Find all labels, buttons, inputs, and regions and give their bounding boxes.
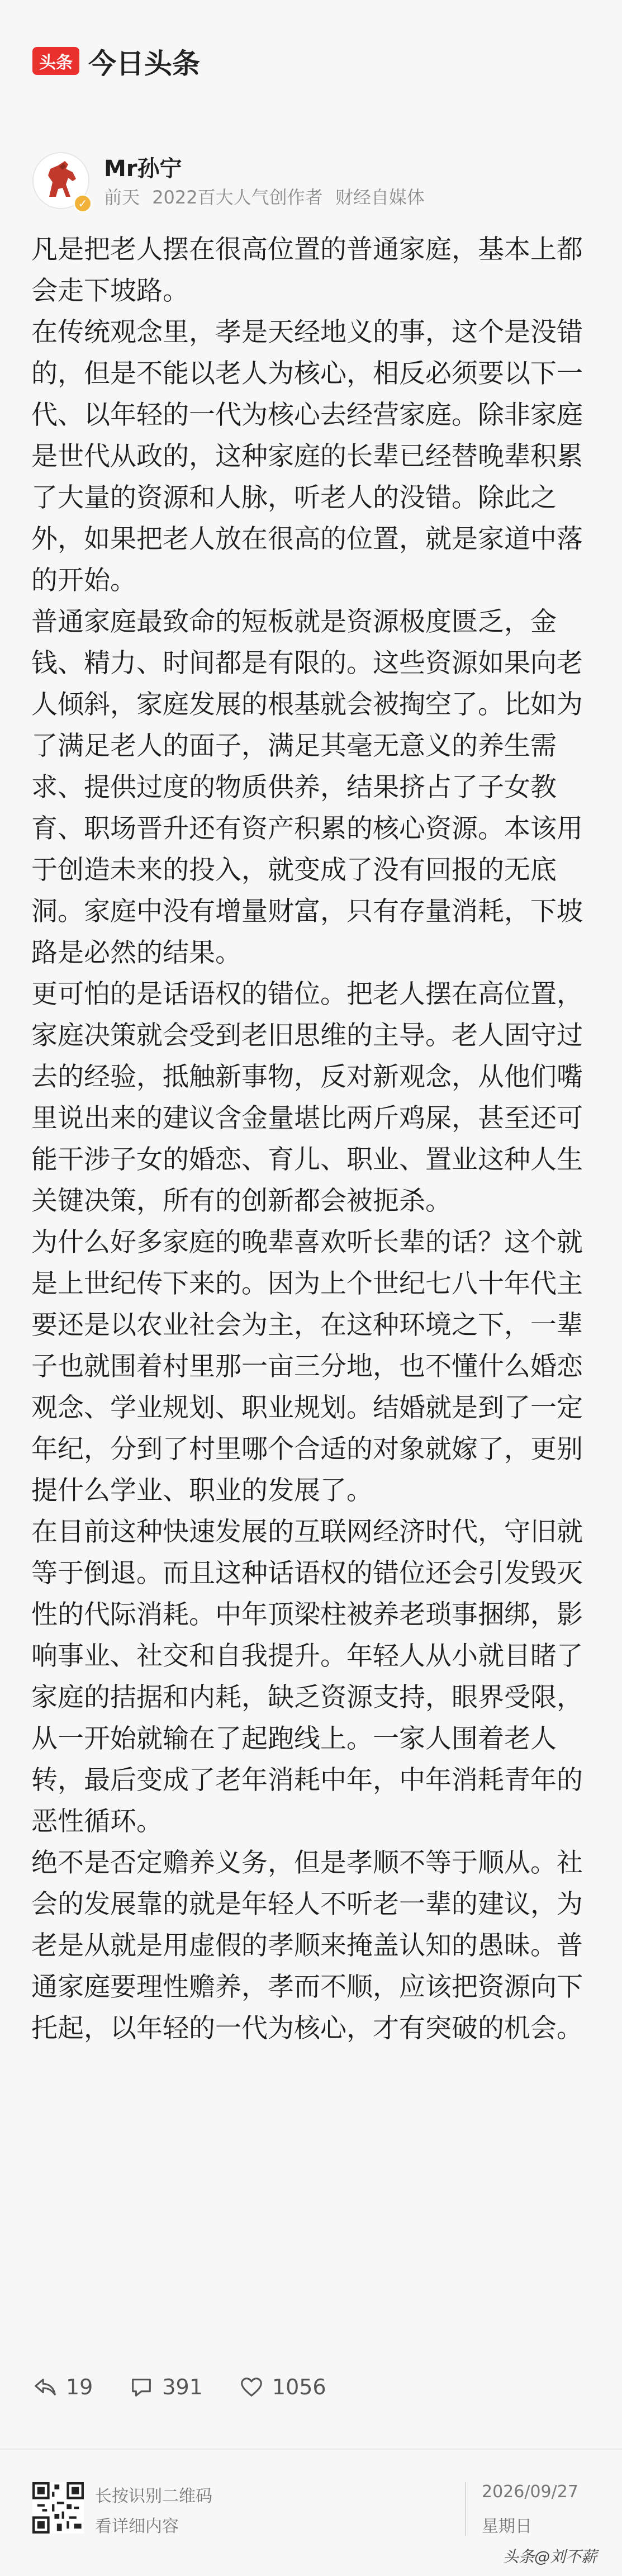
author-meta: [104, 183, 431, 209]
action-bar: [32, 2370, 591, 2404]
comment-button[interactable]: [129, 2374, 203, 2400]
verified-badge-icon: ✓: [74, 195, 92, 212]
toutiao-logo: 头条: [32, 47, 79, 75]
qr-code[interactable]: [32, 2482, 84, 2534]
article-paragraph: 在目前这种快速发展的互联网经济时代，守旧就等于倒退。而且这种话语权的错位还会引发毁灭性的代际消耗。中年顶梁柱被养老琐事捆绑，影响事业、社交和自我提升。年轻人从小就目睹了家庭的拮据和内耗，缺乏资源支持，眼界受限，从一开始就输在了起跑线上。一家人围着老人转，最后变成了老年消耗中年，中年消耗青年的恶性循环。: [31, 1517, 583, 1837]
comment-count: 391: [162, 2375, 203, 2399]
article-paragraph: 更可怕的是话语权的错位。把老人摆在高位置，家庭决策就会受到老旧思维的主导。老人固守过去的经验，抵触新事物，反对新观念，从他们嘴里说出来的建议含金量堪比两斤鸡屎，甚至还可能干涉子女的婚恋、育儿、职业、置业这种人生关键决策，所有的创新都会被扼杀。: [31, 979, 583, 1216]
creator-tag: 2022百大人气创作者: [152, 187, 323, 208]
footer-weekday: 星期日: [482, 2517, 532, 2536]
footer-separator: [465, 2482, 466, 2536]
article-paragraph: 绝不是否定赡养义务，但是孝顺不等于顺从。社会的发展靠的就是年轻人不听老一辈的建议，为老是从就是用虚假的孝顺来掩盖认知的愚昧。普通家庭要理性赡养，孝而不顺，应该把资源向下托起，以年轻的一代为核心，才有突破的机会。: [31, 1848, 583, 2044]
creator-category: 财经自媒体: [335, 187, 425, 208]
article-body: [31, 229, 590, 2049]
post-time: 前天: [104, 187, 140, 208]
share-button[interactable]: [32, 2374, 93, 2400]
watermark: 头条@刘不薪: [503, 2547, 597, 2566]
article-paragraph: 为什么好多家庭的晚辈喜欢听长辈的话？这个就是上世纪传下来的。因为上个世纪七八十年代主要还是以农业社会为主，在这种环境之下，一辈子也就围着村里那一亩三分地，也不懂什么婚恋观念、学业规划、职业规划。结婚就是到了一定年纪，分到了村里哪个合适的对象就嫁了，更别提什么学业、职业的发展了。: [31, 1227, 583, 1506]
qr-title: 长按识别二维码: [95, 2487, 212, 2506]
like-button[interactable]: [239, 2374, 326, 2400]
heart-icon: [239, 2374, 264, 2400]
share-count: 19: [66, 2375, 93, 2399]
app-header: [0, 0, 622, 123]
author-block[interactable]: [32, 146, 591, 214]
article-paragraph: 凡是把老人摆在很高位置的普通家庭，基本上都会走下坡路。: [31, 234, 583, 306]
qr-code-icon: [32, 2482, 84, 2534]
article-paragraph: 在传统观念里，孝是天经地义的事，这个是没错的，但是不能以老人为核心，相反必须要以下一代、以年轻的一代为核心去经营家庭。除非家庭是世代从政的，这种家庭的长辈已经替晚辈积累了大量的资源和人脉，听老人的没错。除此之外，如果把老人放在很高的位置，就是家道中落的开始。: [31, 317, 583, 596]
footer-date: 2026/09/27: [482, 2482, 578, 2502]
author-name[interactable]: Mr孙宁: [104, 156, 182, 182]
footer-divider: [0, 2449, 622, 2450]
article-paragraph: 普通家庭最致命的短板就是资源极度匮乏，金钱、精力、时间都是有限的。这些资源如果向老人倾斜，家庭发展的根基就会被掏空了。比如为了满足老人的面子，满足其毫无意义的养生需求、提供过度的物质供养，结果挤占了子女教育、职场晋升还有资产积累的核心资源。本该用于创造未来的投入，就变成了没有回报的无底洞。家庭中没有增量财富，只有存量消耗，下坡路是必然的结果。: [31, 607, 583, 968]
like-count: 1056: [272, 2375, 326, 2399]
app-title: 今日头条: [88, 48, 200, 80]
qr-subtitle: 看详细内容: [95, 2517, 179, 2536]
comment-icon: [129, 2374, 154, 2400]
share-icon: [32, 2374, 58, 2400]
